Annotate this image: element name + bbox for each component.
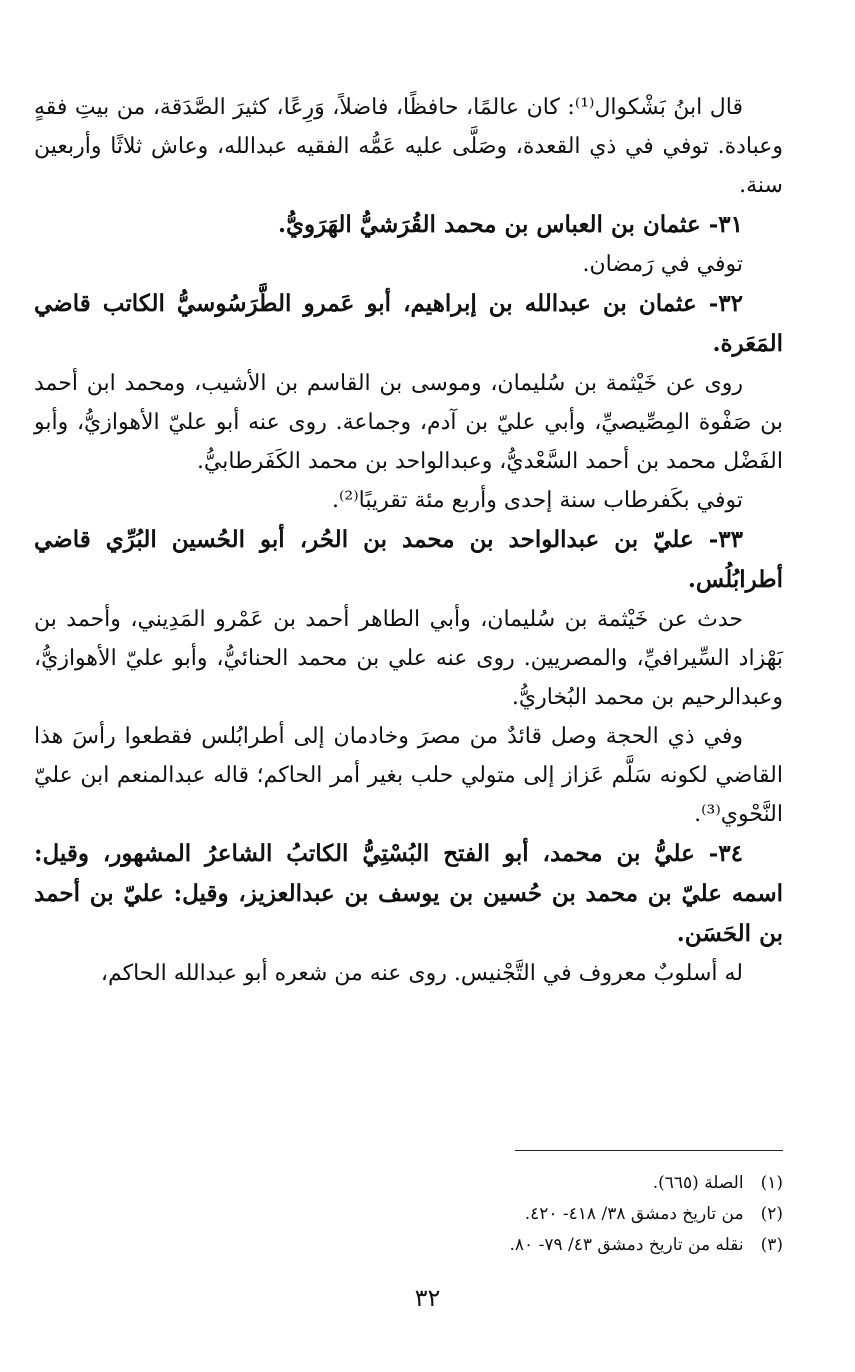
paragraph-entry-31: توفي في رَمضان. [582, 252, 743, 277]
footnote-number: (٣) [760, 1235, 783, 1255]
footnote-number: (١) [760, 1173, 783, 1193]
footnote-3 [283, 1230, 783, 1261]
footnote-text: من تاريخ دمشق ٣٨/ ٤١٨- ٤٢٠. [524, 1204, 744, 1224]
paragraph-intro: قال ابنُ بَشْكوال⁽¹⁾: كان عالمًا، حافظًا، فاضلاً، وَرِعًا، كثيرَ الصَّدَقة، من بيتِ فقهٍ وعبادة. توفي في ذي القعدة، وصَلَّى عليه عَمُّه الفقيه عبدالله، وعاش ثلاثًا وأربعين سنة. [34, 95, 783, 198]
entry-heading-34: ٣٤- عليُّ بن محمد، أبو الفتح البُسْتِيُّ الكاتبُ الشاعرُ المشهور، وقيل: اسمه عليّ بن محمد بن حُسين بن يوسف بن عبدالعزيز، وقيل: عليّ بن أحمد بن الحَسَن. [34, 840, 783, 947]
footnote-2 [283, 1199, 783, 1230]
footnote-divider [515, 1150, 783, 1151]
footnote-text: الصلة (٦٦٥). [652, 1173, 744, 1193]
paragraph-entry-32-narrators: روى عن خَيْثمة بن سُليمان، وموسى بن القاسم بن الأشيب، ومحمد ابن أحمد بن صَفْوة المِصِّيصيِّ، وأبي عليّ بن آدم، وجماعة. روى عنه أبو عليّ الأهوازيُّ، وأبو الفَضْل محمد بن أحمد السَّعْديُّ، وعبدالواحد بن محمد الكَفَرطابيُّ. [34, 371, 783, 474]
footnotes [283, 1168, 783, 1261]
footnote-1 [283, 1168, 783, 1199]
paragraph-entry-33-narrators: حدث عن خَيْثمة بن سُليمان، وأبي الطاهر أحمد بن عَمْرو المَدِيني، وأحمد بن بَهْزاد السِّيرافيِّ، والمصريين. روى عنه علي بن محمد الحنائيُّ، وأبو عليّ الأهوازيُّ، وعبدالرحيم بن محمد البُخاريُّ. [34, 607, 783, 710]
paragraph-entry-32-death: توفي بكَفرطاب سنة إحدى وأربع مئة تقريبًا⁽²⁾. [331, 488, 743, 513]
main-text [34, 88, 783, 993]
paragraph-entry-34: له أسلوبٌ معروف في التَّجْنيس. روى عنه من شعره أبو عبدالله الحاكم، [100, 961, 743, 986]
footnote-text: نقله من تاريخ دمشق ٤٣/ ٧٩- ٨٠. [509, 1235, 744, 1255]
entry-heading-31: ٣١- عثمان بن العباس بن محمد القُرَشيُّ الهَرَويُّ. [277, 211, 743, 238]
entry-heading-32: ٣٢- عثمان بن عبدالله بن إبراهيم، أبو عَمرو الطَّرَسُوسيُّ الكاتب قاضي المَعَرة. [34, 290, 783, 357]
paragraph-entry-33-event: وفي ذي الحجة وصل قائدٌ من مصرَ وخادمان إلى أطرابُلس فقطعوا رأسَ هذا القاضي لكونه سَلَّم عَزاز إلى متولي حلب بغير أمر الحاكم؛ قاله عبدالمنعم ابن عليّ النَّحْوي⁽³⁾. [34, 724, 783, 827]
entry-heading-33: ٣٣- عليّ بن عبدالواحد بن محمد بن الحُر، أبو الحُسين البُرِّي قاضي أطرابُلُس. [34, 526, 783, 593]
page-number: ٣٢ [414, 1284, 441, 1312]
footnote-number: (٢) [760, 1204, 783, 1224]
